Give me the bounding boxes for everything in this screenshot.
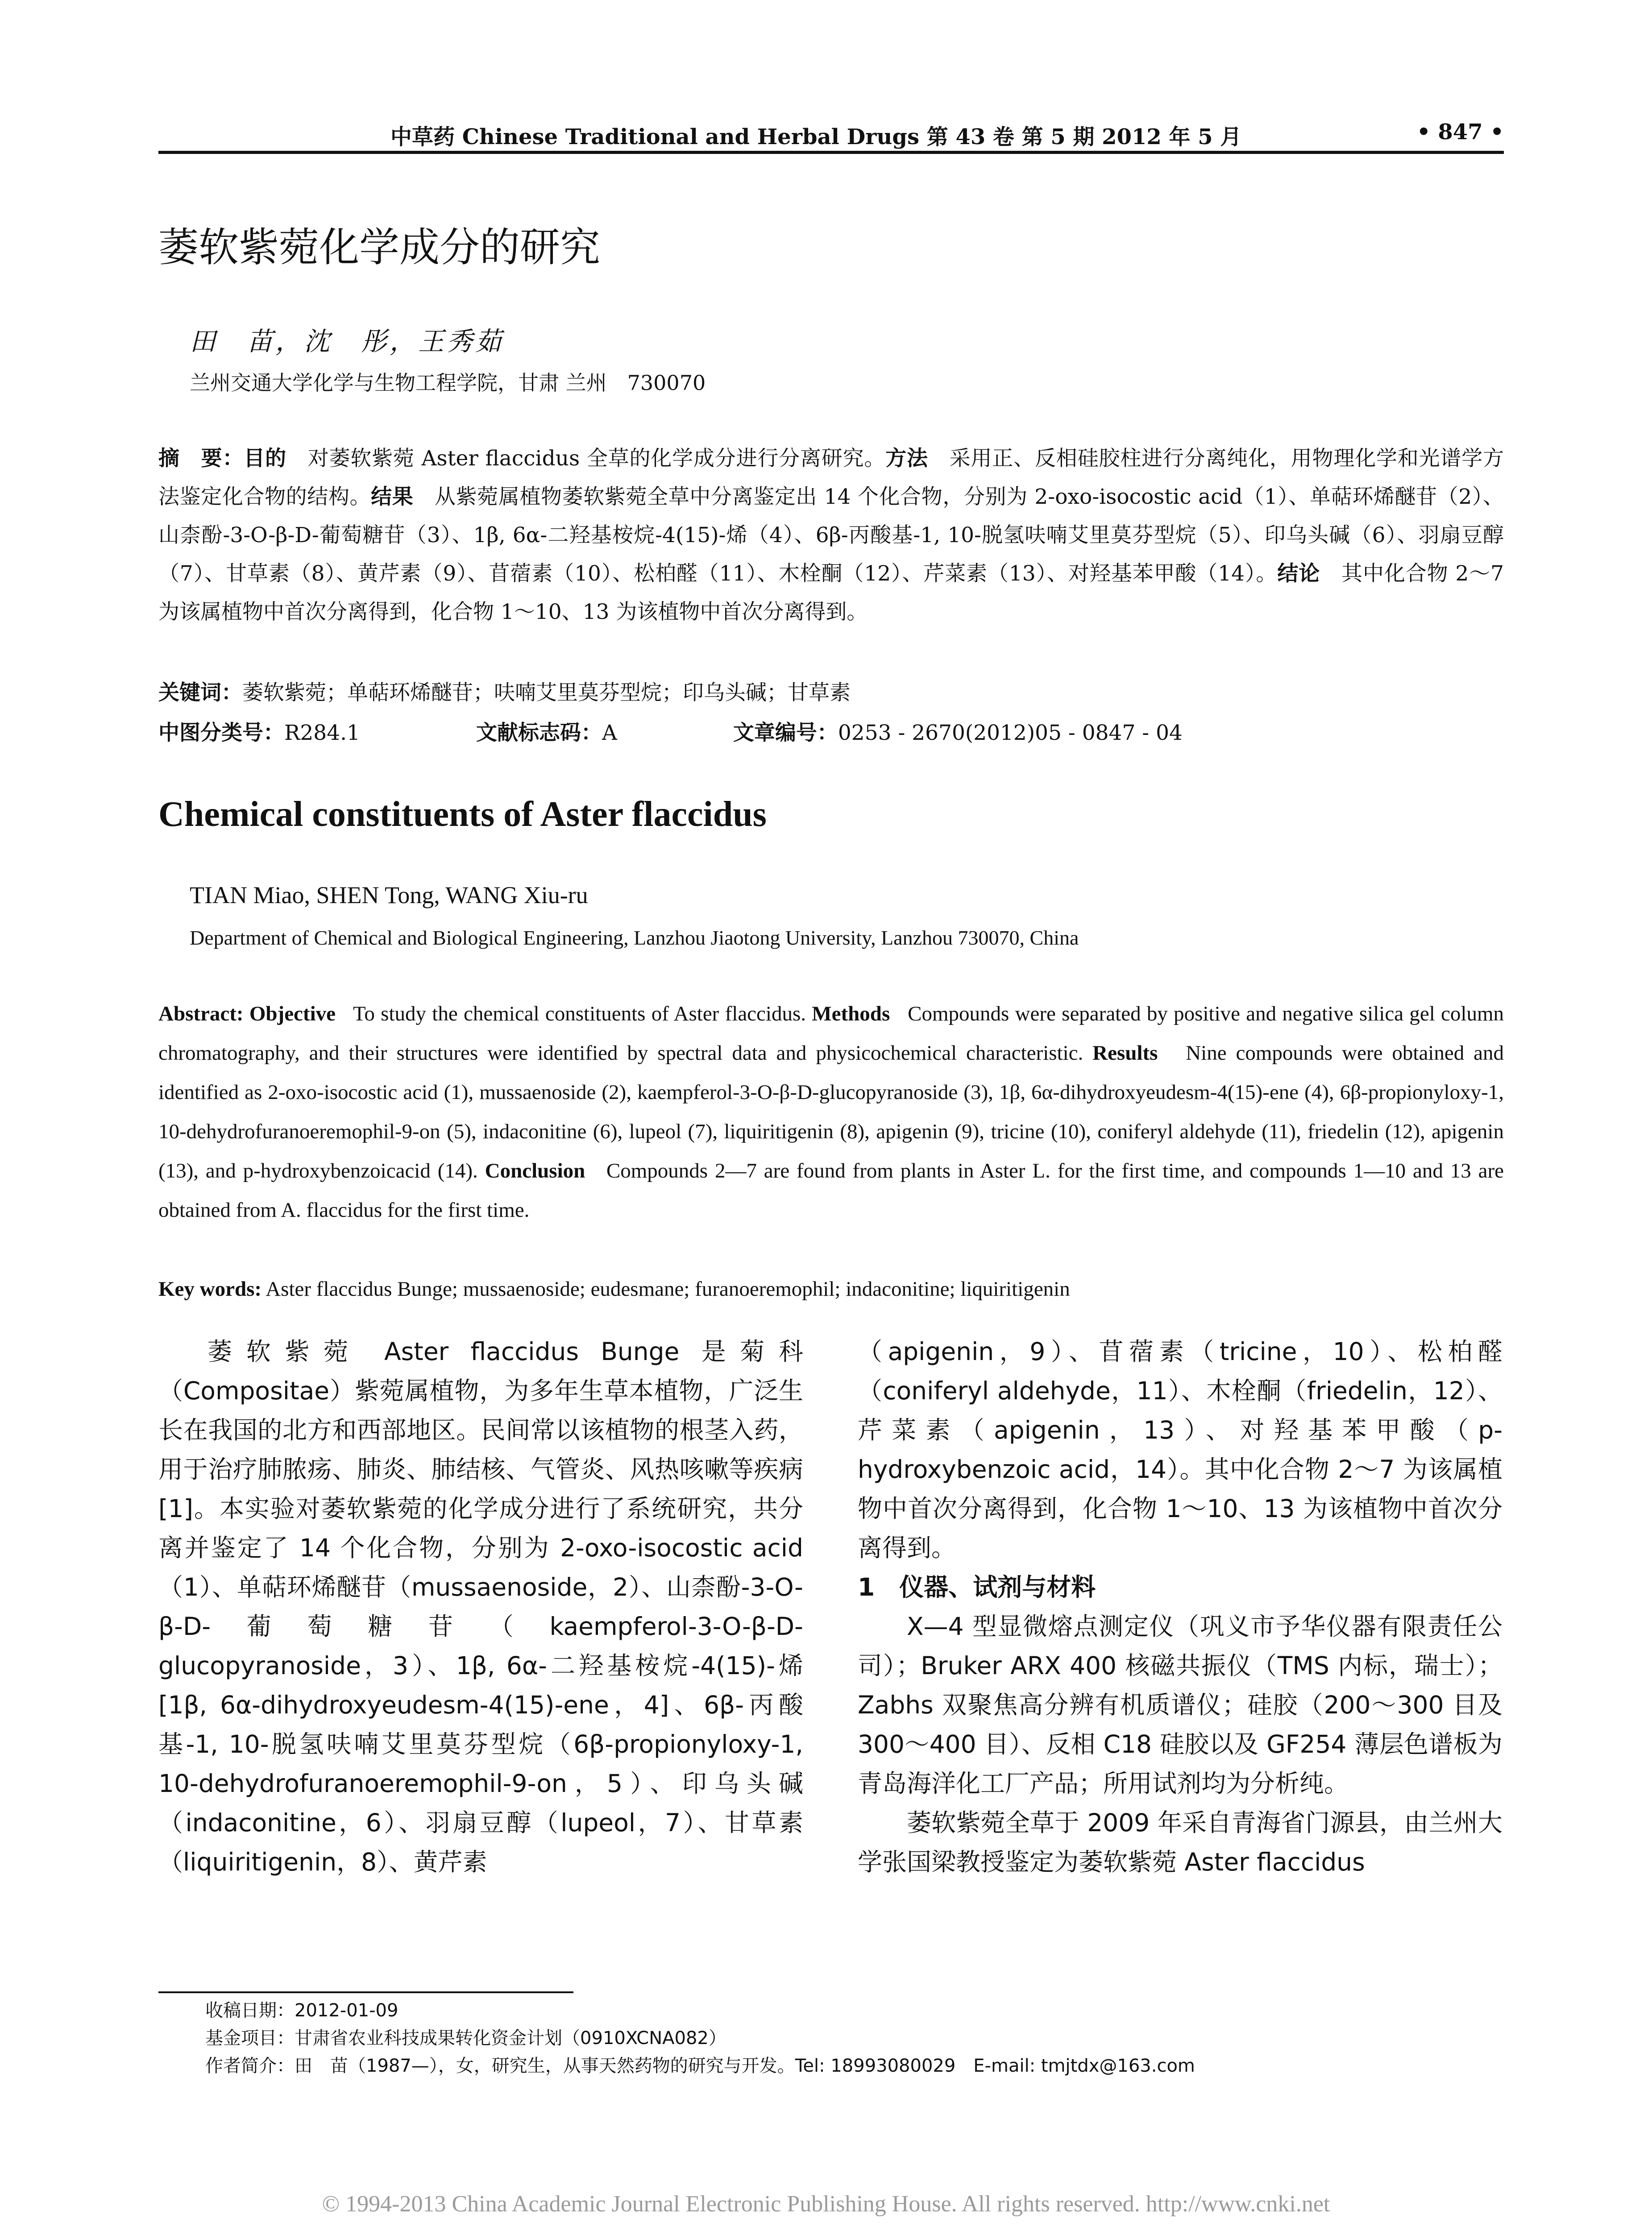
chinese-keywords [158,674,1504,712]
objective-label: 目的 [244,446,286,471]
objective-text: 对萎软紫菀 Aster flaccidus 全草的化学成分进行分离研究。 [307,446,886,471]
section-1-paragraph-1: X—4 型显微熔点测定仪（巩义市予华仪器有限责任公司）；Bruker ARX 400 核磁共振仪（TMS 内标，瑞士）；Zabhs 双聚焦高分辨有机质谱仪；硅胶（200～300 目及 300～400 目）、反相 C18 硅胶以及 GF254 薄层色谱板为青岛海洋化工厂产品；所用试剂均为分析纯。 [858,1612,1503,1798]
english-affiliation: Department of Chemical and Biological Engineering, Lanzhou Jiaotong University, Lanzhou 730070, China [190,926,1079,949]
en-methods-text: Compounds were separated by positive and negative silica gel column chromatography, and their structures were identified by spectral data and physicochemical characteristic. [158,1002,1504,1065]
conclusion-text: 其中化合物 2～7 为该属植物中首次分离得到，化合物 1～10、13 为该植物中首次分离得到。 [158,561,1504,624]
doc-code-value: A [602,721,617,745]
en-objective-label: Objective [249,1002,336,1025]
header-rule [158,151,1504,154]
en-keywords-text: Aster flaccidus Bunge; mussaenoside; eudesmane; furanoeremophil; indaconitine; liquiritigenin [266,1277,1070,1301]
chinese-authors: 田 苗，沈 彤，王秀茹 [190,326,504,357]
english-title: Chemical constituents of Aster flaccidus [158,795,767,834]
keywords-text: 萎软紫菀；单萜环烯醚苷；呋喃艾里莫芬型烷；印乌头碱；甘草素 [242,680,851,705]
article-number-value: 0253 - 2670(2012)05 - 0847 - 04 [838,721,1183,745]
en-conclusion-text: Compounds 2—7 are found from plants in Aster L. for the first time, and compounds 1—10 and 13 are obtained from A. flaccidus for the first time. [158,1159,1504,1222]
en-objective-text: To study the chemical constituents of Aster flaccidus. [353,1002,806,1025]
en-conclusion-label: Conclusion [485,1159,585,1182]
chinese-abstract [158,440,1504,631]
copyright-notice: © 1994-2013 China Academic Journal Electronic Publishing House. All rights reserved. http://www.cnki.net [322,2191,1330,2217]
results-label: 结果 [371,485,414,509]
footnote-received: 收稿日期：2012-01-09 [205,2000,398,2021]
en-results-text: Nine compounds were obtained and identified as 2-oxo-isocostic acid (1), mussaenoside (2), kaempferol-3-O-β-D-glucopyranoside (3), 1β, 6α-dihydroxyeudesm-4(15)-ene (4), 6β-propionyloxy-1, 10-dehydrofuranoeremophil-9-on (5), indaconitine (6), lupeol (7), liquiritigenin (8), apigenin (9), tricine (10), coniferyl aldehyde (11), friedelin (12), apigenin (13), and p-hydroxybenzoicacid (14). [158,1041,1504,1182]
abstract-label: 摘 要： [158,446,244,471]
footnote-rule [158,1991,573,1993]
doc-code-label: 文献标志码： [476,721,602,745]
results-text: 从紫菀属植物萎软紫菀全草中分离鉴定出 14 个化合物，分别为 2-oxo-isocostic acid（1）、单萜环烯醚苷（2）、山柰酚-3-O-β-D-葡萄糖苷（3）、1β, 6α-二羟基桉烷-4(15)-烯（4）、6β-丙酸基-1, 10-脱氢呋喃艾里莫芬型烷（5）、印乌头碱（6）、羽扇豆醇（7）、甘草素（8）、黄芹素（9）、苜蓿素（10）、松柏醛（11）、木栓酮（12）、芹菜素（13）、对羟基苯甲酸（14）。 [158,485,1504,586]
en-keywords-label: Key words: [158,1277,262,1301]
conclusion-label: 结论 [1277,561,1320,586]
body-column-right [858,1332,1503,1882]
body-column-left [158,1332,803,1882]
classification-line [158,714,1504,752]
clc-value: R284.1 [284,721,360,745]
footnote-author-info: 作者简介：田 苗（1987—），女，研究生，从事天然药物的研究与开发。Tel: 18993080029 E-mail: tmjtdx@163.com [205,2056,1195,2076]
intro-continued: （apigenin，9）、苜蓿素（tricine，10）、松柏醛（coniferyl aldehyde，11）、木栓酮（friedelin，12）、芹菜素（apigenin，13）、对羟基苯甲酸（p-hydroxybenzoic acid，14）。其中化合物 2～7 为该属植物中首次分离得到，化合物 1～10、13 为该植物中首次分离得到。 [858,1337,1503,1562]
journal-header: 中草药 Chinese Traditional and Herbal Drugs 第 43 卷 第 5 期 2012 年 5 月 [390,124,1242,149]
chinese-title: 萎软紫菀化学成分的研究 [158,224,600,271]
english-authors: TIAN Miao, SHEN Tong, WANG Xiu-ru [190,882,588,908]
english-keywords [158,1269,1504,1309]
clc-label: 中图分类号： [158,721,284,745]
en-methods-label: Methods [812,1002,890,1025]
page-number: • 847 • [1417,120,1504,145]
en-abstract-label: Abstract: [158,1002,244,1025]
english-abstract [158,994,1504,1230]
keywords-label: 关键词： [158,680,242,705]
intro-paragraph: 萎软紫菀 Aster flaccidus Bunge 是菊科（Compositae）紫菀属植物，为多年生草本植物，广泛生长在我国的北方和西部地区。民间常以该植物的根茎入药，用于治疗肺脓疡、肺炎、肺结核、气管炎、风热咳嗽等疾病[1]。本实验对萎软紫菀的化学成分进行了系统研究，共分离并鉴定了 14 个化合物，分别为 2-oxo-isocostic acid（1）、单萜环烯醚苷（mussaenoside，2）、山柰酚-3-O-β-D-葡萄糖苷（kaempferol-3-O-β-D-glucopyranoside，3）、1β, 6α-二羟基桉烷-4(15)-烯 [1β, 6α-dihydroxyeudesm-4(15)-ene，4]、6β-丙酸基-1, 10-脱氢呋喃艾里莫芬型烷（6β-propionyloxy-1, 10-dehydrofuranoeremophil-9-on，5）、印乌头碱（indaconitine，6）、羽扇豆醇（lupeol，7）、甘草素（liquiritigenin，8）、黄芹素 [158,1337,803,1876]
methods-text: 采用正、反相硅胶柱进行分离纯化，用物理化学和光谱学方法鉴定化合物的结构。 [158,446,1504,509]
section-1-heading: 1 仪器、试剂与材料 [858,1573,1096,1601]
chinese-affiliation: 兰州交通大学化学与生物工程学院，甘肃 兰州 730070 [190,371,706,395]
methods-label: 方法 [885,446,928,471]
article-number-label: 文章编号： [733,721,838,745]
en-results-label: Results [1092,1041,1158,1065]
section-1-paragraph-2: 萎软紫菀全草于 2009 年采自青海省门源县，由兰州大学张国梁教授鉴定为萎软紫菀 Aster flaccidus [858,1808,1503,1876]
running-header [158,120,1504,149]
footnote-fund: 基金项目：甘肃省农业科技成果转化资金计划（0910XCNA082） [205,2028,726,2049]
